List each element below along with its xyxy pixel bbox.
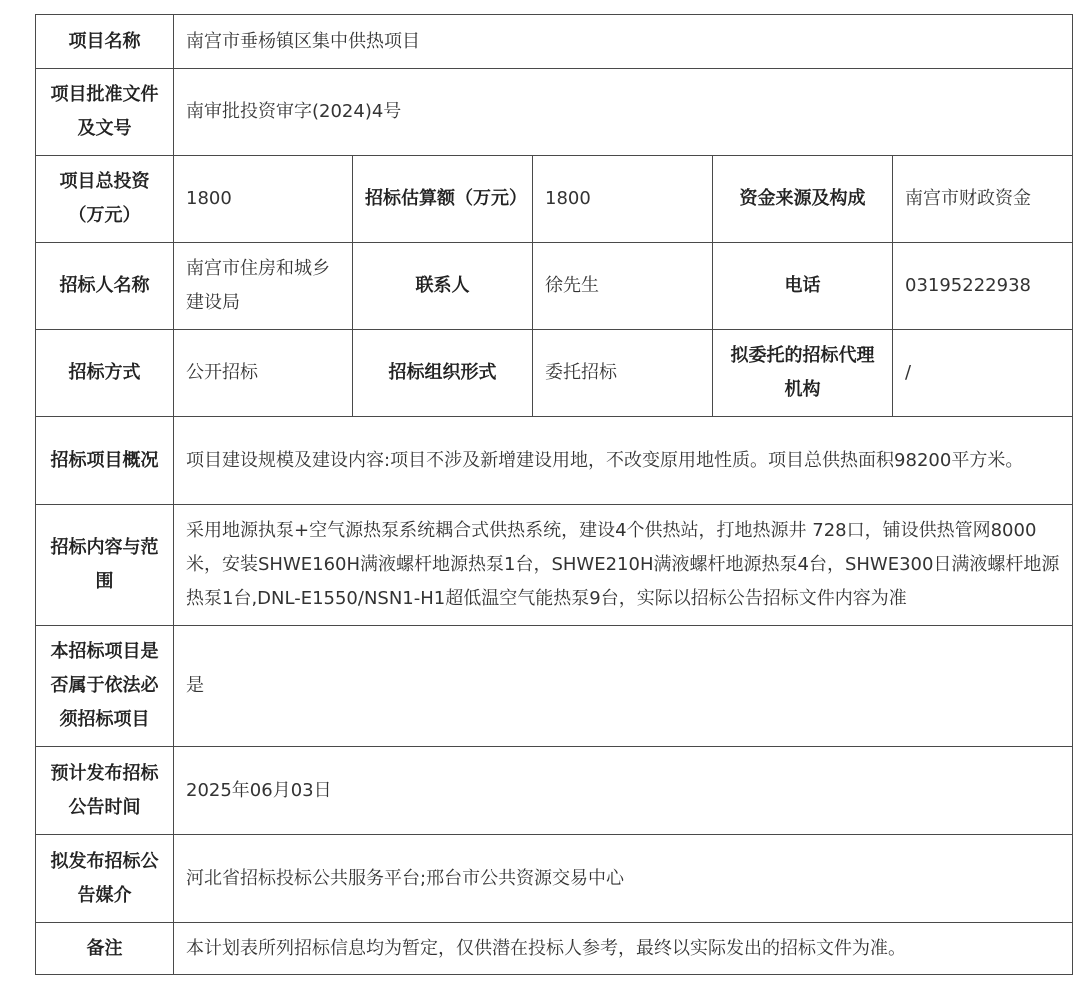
tender-scope-label: 招标内容与范围: [36, 505, 174, 626]
agency-value: /: [893, 330, 1073, 417]
table-row: [36, 505, 1073, 626]
project-overview-label: 招标项目概况: [36, 417, 174, 505]
table-row: [36, 156, 1073, 243]
table-row: [36, 15, 1073, 69]
tenderer-name-value: 南宫市住房和城乡建设局: [174, 243, 353, 330]
table-row: [36, 835, 1073, 923]
table-row: [36, 626, 1073, 747]
phone-label: 电话: [713, 243, 893, 330]
announcement-time-label: 预计发布招标公告时间: [36, 747, 174, 835]
announcement-media-value: 河北省招标投标公共服务平台;邢台市公共资源交易中心: [174, 835, 1073, 923]
table-row: [36, 417, 1073, 505]
table-row: [36, 923, 1073, 975]
contact-value: 徐先生: [533, 243, 713, 330]
mandatory-tender-label: 本招标项目是否属于依法必须招标项目: [36, 626, 174, 747]
organization-form-value: 委托招标: [533, 330, 713, 417]
tender-plan-table: [35, 14, 1073, 975]
table-row: [36, 69, 1073, 156]
fund-source-value: 南宫市财政资金: [893, 156, 1073, 243]
total-investment-value: 1800: [174, 156, 353, 243]
tender-scope-value: 采用地源执泵+空气源热泵系统耦合式供热系统，建设4个供热站，打地热源井 728口，铺设供热管网8000米，安装SHWE160H满液螺杆地源热泵1台，SHWE210H满液螺杆地源热泵4台，SHWE300日满液螺杆地源热泵1台,DNL-E1550/NSN1-H1超低温空气能热泵9台，实际以招标公告招标文件内容为准: [174, 505, 1073, 626]
approval-doc-label: 项目批准文件及文号: [36, 69, 174, 156]
tender-estimate-label: 招标估算额（万元）: [353, 156, 533, 243]
tender-estimate-value: 1800: [533, 156, 713, 243]
remarks-value: 本计划表所列招标信息均为暂定，仅供潜在投标人参考，最终以实际发出的招标文件为准。: [174, 923, 1073, 975]
announcement-time-value: 2025年06月03日: [174, 747, 1073, 835]
total-investment-label: 项目总投资（万元）: [36, 156, 174, 243]
tenderer-name-label: 招标人名称: [36, 243, 174, 330]
announcement-media-label: 拟发布招标公告媒介: [36, 835, 174, 923]
table-row: [36, 747, 1073, 835]
approval-doc-value: 南审批投资审字(2024)4号: [174, 69, 1073, 156]
table-row: [36, 330, 1073, 417]
project-name-label: 项目名称: [36, 15, 174, 69]
organization-form-label: 招标组织形式: [353, 330, 533, 417]
contact-label: 联系人: [353, 243, 533, 330]
project-overview-value: 项目建设规模及建设内容:项目不涉及新增建设用地，不改变原用地性质。项目总供热面积98200平方米。: [174, 417, 1073, 505]
phone-value: 03195222938: [893, 243, 1073, 330]
tender-method-value: 公开招标: [174, 330, 353, 417]
tender-method-label: 招标方式: [36, 330, 174, 417]
project-name-value: 南宫市垂杨镇区集中供热项目: [174, 15, 1073, 69]
agency-label: 拟委托的招标代理机构: [713, 330, 893, 417]
remarks-label: 备注: [36, 923, 174, 975]
mandatory-tender-value: 是: [174, 626, 1073, 747]
table-row: [36, 243, 1073, 330]
fund-source-label: 资金来源及构成: [713, 156, 893, 243]
